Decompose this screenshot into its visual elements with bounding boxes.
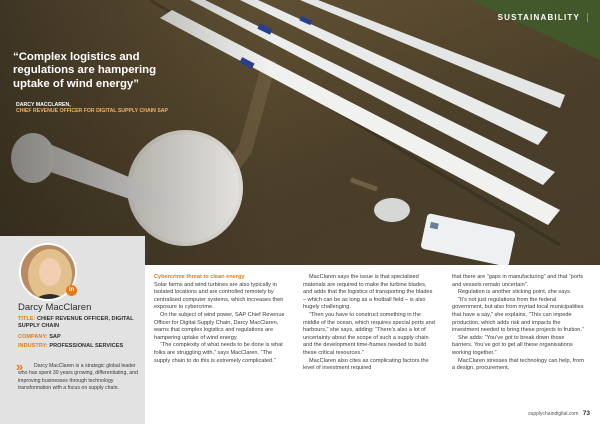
article-paragraph: Solar farms and wind turbines are also typically in isolated locations and are controlled remotely by centralised computer systems, which increases their exposure to cybercrime. xyxy=(154,281,284,311)
company-label: COMPANY: xyxy=(18,334,48,340)
profile-industry xyxy=(18,343,140,350)
profile-name: Darcy MacClaren xyxy=(18,302,92,313)
profile-bio: Darcy MacClaren is a strategic global leader who has spent 30 years growing, differentiating, and improving businesses through technology transformation with a focus on supply chain. xyxy=(18,363,138,391)
article-paragraph: MacClaren also cites as complicating factors the level of investment required xyxy=(303,357,429,372)
article-paragraph: MacClaren stresses that technology can help, from a design, procurement, xyxy=(452,357,584,372)
article-paragraph: She adds: “You’ve got to break down those barriers. You’ve got to get all these organisations working together.” xyxy=(452,334,573,356)
article-column-3 xyxy=(452,274,586,373)
linkedin-icon[interactable]: in xyxy=(66,285,77,296)
article-column-2 xyxy=(303,274,437,373)
profile-title xyxy=(18,316,140,330)
article-paragraph: “Then you have to construct something in the middle of the ocean, which requires special ports and harbours,” she says, adding: “There’s also a lot of uncertainty about the scope of such a supply chain and the development time-frames needed to build these critical resources.” xyxy=(303,311,435,356)
article-paragraph: Regulation is another sticking point, she says. xyxy=(458,289,572,296)
section-label: SUSTAINABILITY xyxy=(498,13,588,22)
article-paragraph: MacClaren says the issue is that specialised materials are required to make the turbine blades, and adds that the logistics of transporting the blades – which can be as long as a football field – is also hugely challenging. xyxy=(303,274,433,311)
title-label: TITLE: xyxy=(18,316,36,322)
company-value: SAP xyxy=(49,334,61,340)
quote-author-name: DARCY MACCLAREN, xyxy=(16,102,71,108)
quote-author-role: CHIEF REVENUE OFFICER FOR DIGITAL SUPPLY CHAIN SAP xyxy=(16,108,168,115)
title-value: CHIEF REVENUE OFFICER, DIGITAL SUPPLY CHAIN xyxy=(18,316,134,329)
footer-site[interactable]: supplychaindigital.com xyxy=(528,411,579,417)
industry-value: PROFESSIONAL SERVICES xyxy=(49,343,124,349)
article-paragraph: that there are “gaps in manufacturing” and that “ports and vessels remain uncertain”. xyxy=(452,274,584,288)
article-column-1 xyxy=(154,274,288,365)
industry-label: INDUSTRY: xyxy=(18,343,48,349)
article-subheading: Cybercrime threat to clean energy xyxy=(154,274,245,280)
profile-company xyxy=(18,334,140,341)
pull-quote: “Complex logistics and regulations are hampering uptake of wind energy” xyxy=(13,51,157,90)
article-paragraph: “The complexity of what needs to be done is what folks are struggling with,” says MacClaren. “The supply chain to do this is extremely complicated.” xyxy=(154,342,283,364)
page-footer xyxy=(528,410,590,417)
quote-attribution xyxy=(16,102,196,115)
page-number: 73 xyxy=(582,410,590,417)
article-paragraph: On the subject of wind power, SAP Chief Revenue Officer for Digital Supply Chain, Darcy MacClaren, warns that complex logistics and regulations are hampering uptake of wind energy. xyxy=(154,311,285,341)
article-paragraph: “It’s not just regulations from the federal government, but also from myriad local municipalities that have a say,” she explains. “This can impede production, which adds risk and impacts the investment needed to bring these projects to fruition.” xyxy=(452,296,584,334)
chevron-right-icon: » xyxy=(16,359,24,374)
